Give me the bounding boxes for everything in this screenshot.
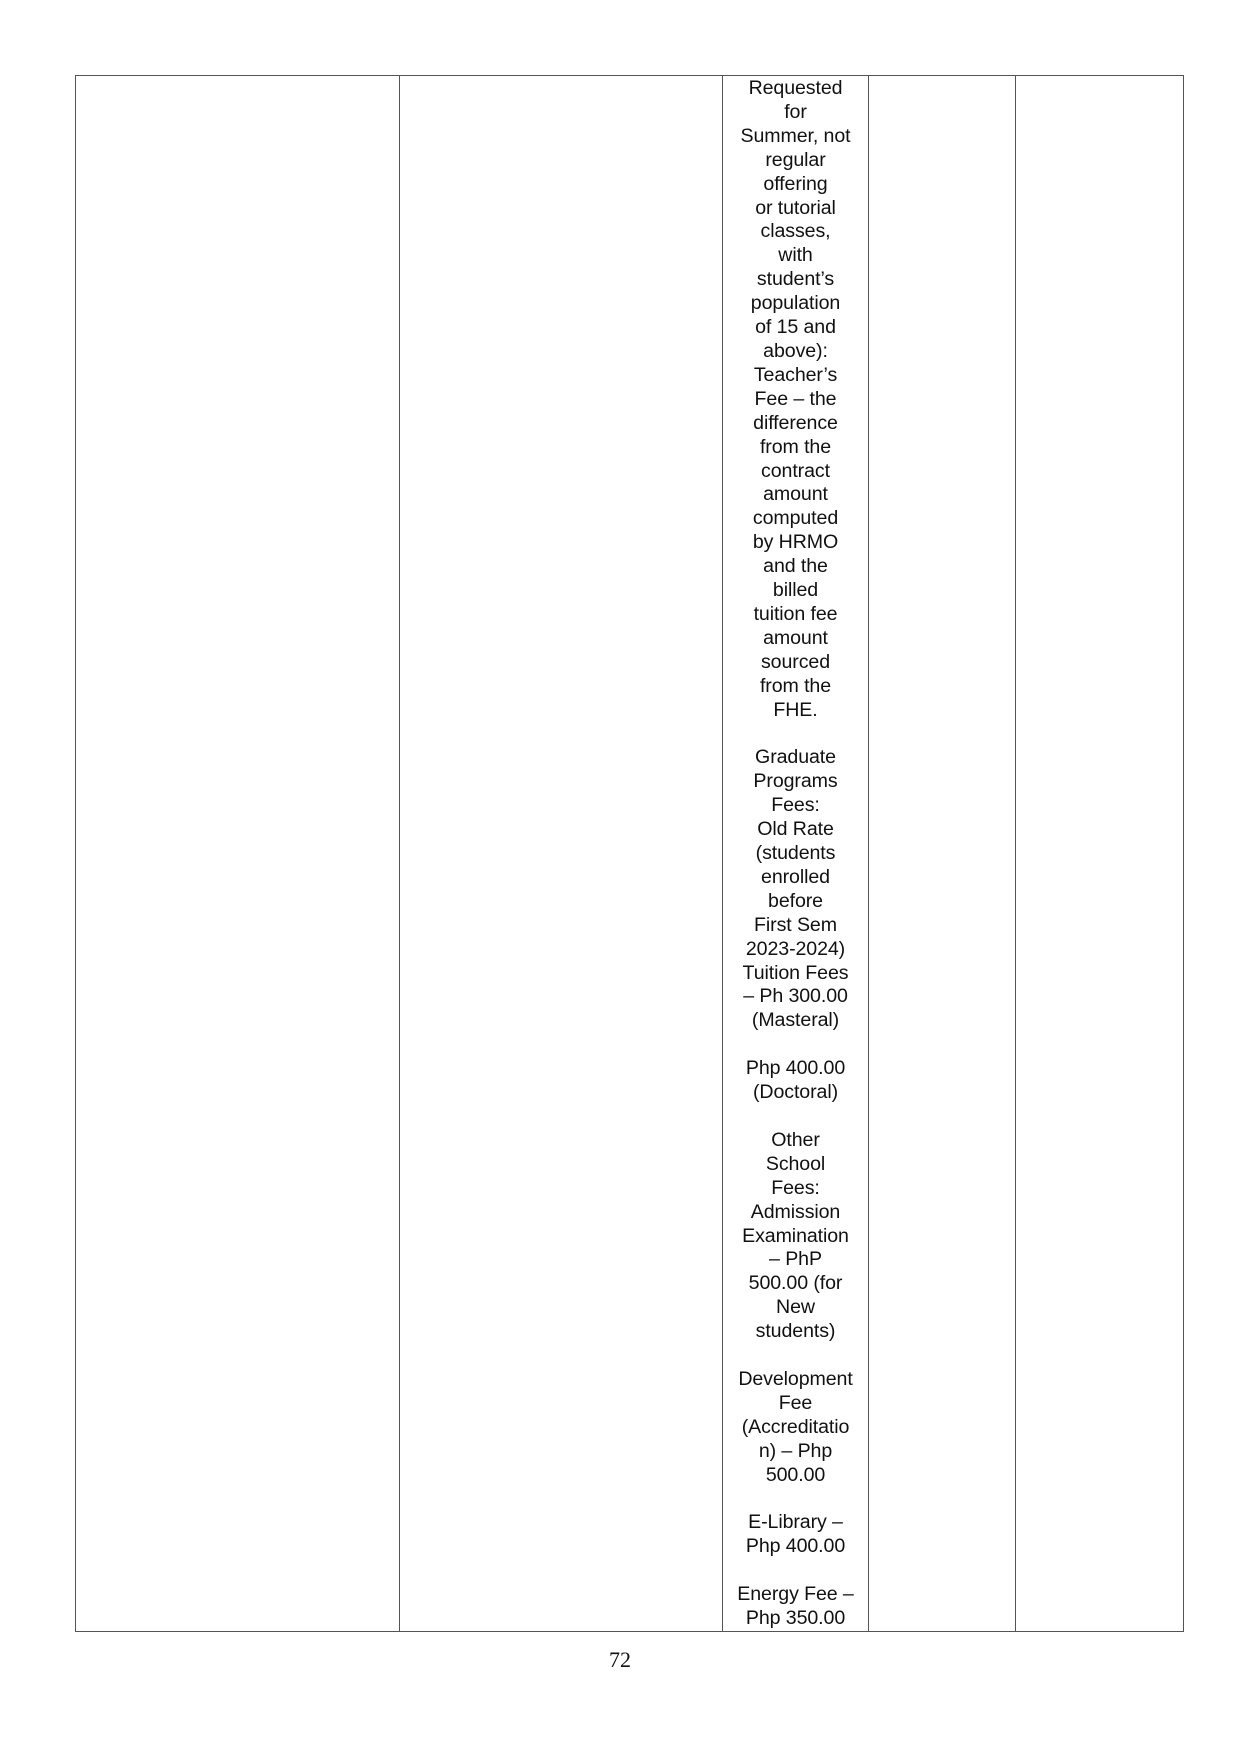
fee-details-text: Requested for Summer, not regular offering or tutorial classes, with student’s population of 15 and above): Teacher’s Fee – the difference from the contract amount computed by HRMO and the billed tuition fee amount sourced from the FHE. Graduate Programs Fees: Old Rate (students enrolled before First Sem 2023-2024) Tuition Fees – Ph 300.00 (Masteral) Php 400.00 (Doctoral) Other School Fees: Admission Examination – PhP 500.00 (for New students) Development Fee (Accreditatio n) – Php 500.00 E-Library – Php 400.00 Energy Fee – Php 350.00: [737, 77, 854, 1629]
fees-table: [75, 75, 1184, 1632]
empty-cell-col-1: [76, 76, 400, 1632]
empty-cell-col-5: [1016, 76, 1184, 1632]
empty-cell-col-2: [400, 76, 723, 1632]
table-row: [76, 76, 1184, 1632]
empty-cell-col-4: [869, 76, 1016, 1632]
page-number: 72: [609, 1647, 631, 1672]
fee-details-cell: [723, 76, 869, 1632]
